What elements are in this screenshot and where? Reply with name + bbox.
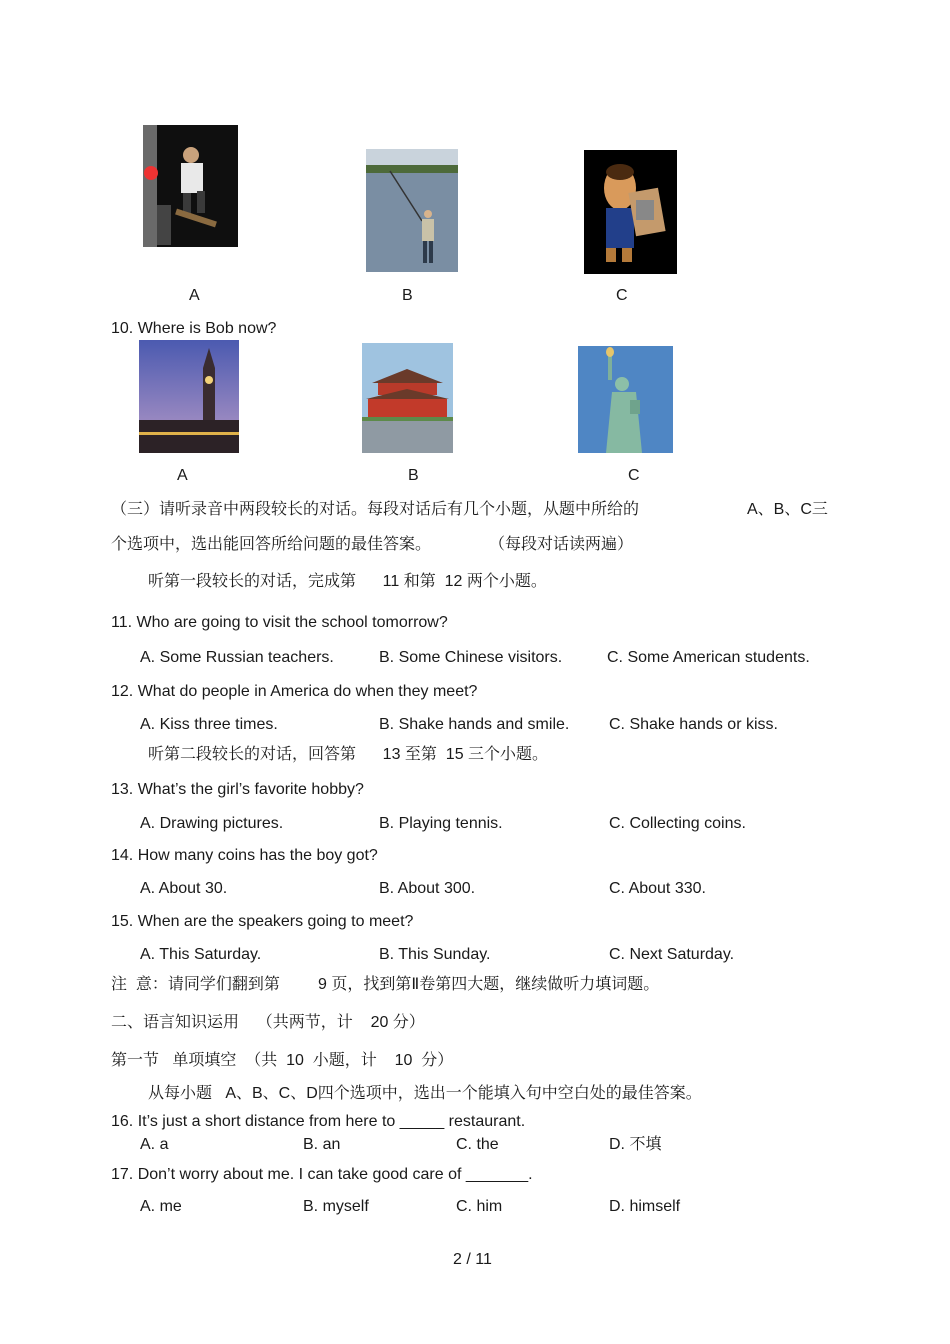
statue-of-liberty-photo xyxy=(578,346,673,453)
q16-option-a: A. a xyxy=(140,1136,169,1153)
question-14: 14. How many coins has the boy got? xyxy=(111,847,378,864)
q11-option-a: A. Some Russian teachers. xyxy=(140,649,334,666)
dialog1-instruction: 听第一段较长的对话，完成第 11 和第 12 两个小题。 xyxy=(148,573,547,590)
page-number: 2 / 11 xyxy=(453,1251,492,1268)
tiananmen-photo xyxy=(362,343,453,453)
q9-caption-a: A xyxy=(189,287,200,304)
q15-option-b: B. This Sunday. xyxy=(379,946,491,963)
q10-caption-b: B xyxy=(408,467,419,484)
section3-line1-options: A、B、C三 xyxy=(747,501,828,518)
dialog2-instruction: 听第二段较长的对话，回答第 13 至第 15 三个小题。 xyxy=(148,746,549,763)
q17-option-b: B. myself xyxy=(303,1198,369,1215)
question-16: 16. It’s just a short distance from here to _____ restaurant. xyxy=(111,1113,526,1130)
q10-caption-c: C xyxy=(628,467,640,484)
fishing-photo xyxy=(366,149,458,272)
q11-option-c: C. Some American students. xyxy=(607,649,810,666)
q9-caption-b: B xyxy=(402,287,413,304)
section1-instruction: 从每小题 A、B、C、D四个选项中，选出一个能填入句中空白处的最佳答案。 xyxy=(148,1085,702,1102)
image-statue-of-liberty xyxy=(578,346,673,453)
q9-caption-c: C xyxy=(616,287,628,304)
q12-option-a: A. Kiss three times. xyxy=(140,716,278,733)
note-text-continued: 9 页，找到第Ⅱ卷第四大题，继续做听力填词题。 xyxy=(318,976,660,993)
q16-option-d: D. 不填 xyxy=(609,1136,662,1153)
question-10: 10. Where is Bob now? xyxy=(111,320,277,337)
q15-option-c: C. Next Saturday. xyxy=(609,946,735,963)
q16-option-b: B. an xyxy=(303,1136,341,1153)
skateboarder-photo xyxy=(143,125,238,247)
q14-option-c: C. About 330. xyxy=(609,880,706,897)
q10-caption-a: A xyxy=(177,467,188,484)
cartoon-illustration xyxy=(584,150,677,274)
q17-option-c: C. him xyxy=(456,1198,503,1215)
q16-option-c: C. the xyxy=(456,1136,499,1153)
q13-option-a: A. Drawing pictures. xyxy=(140,815,284,832)
question-11: 11. Who are going to visit the school tomorrow? xyxy=(111,614,448,631)
q13-option-b: B. Playing tennis. xyxy=(379,815,503,832)
note-text: 注 意：请同学们翻到第 xyxy=(111,976,280,993)
image-cartoon xyxy=(584,150,677,274)
q15-option-a: A. This Saturday. xyxy=(140,946,262,963)
image-fishing xyxy=(366,149,458,272)
question-13: 13. What’s the girl’s favorite hobby? xyxy=(111,781,364,798)
q14-option-a: A. About 30. xyxy=(140,880,228,897)
section3-line2-note: （每段对话读两遍） xyxy=(489,536,634,553)
section3-line1: （三）请听录音中两段较长的对话。每段对话后有几个小题，从题中所给的 xyxy=(111,501,640,518)
section3-line2: 个选项中，选出能回答所给问题的最佳答案。 xyxy=(111,536,432,553)
big-ben-photo xyxy=(139,340,239,453)
q11-option-b: B. Some Chinese visitors. xyxy=(379,649,563,666)
q17-option-a: A. me xyxy=(140,1198,182,1215)
q13-option-c: C. Collecting coins. xyxy=(609,815,746,832)
q12-option-c: C. Shake hands or kiss. xyxy=(609,716,778,733)
image-skateboarder xyxy=(143,125,238,247)
part2-heading: 二、语言知识运用 （共两节，计 20 分） xyxy=(111,1014,425,1031)
q17-option-d: D. himself xyxy=(609,1198,681,1215)
image-tiananmen xyxy=(362,343,453,453)
section1-heading: 第一节 单项填空 （共 10 小题，计 10 分） xyxy=(111,1052,454,1069)
image-big-ben xyxy=(139,340,239,453)
question-15: 15. When are the speakers going to meet? xyxy=(111,913,414,930)
question-17: 17. Don’t worry about me. I can take good care of _______. xyxy=(111,1166,533,1183)
question-12: 12. What do people in America do when they meet? xyxy=(111,683,478,700)
q12-option-b: B. Shake hands and smile. xyxy=(379,716,570,733)
q14-option-b: B. About 300. xyxy=(379,880,476,897)
